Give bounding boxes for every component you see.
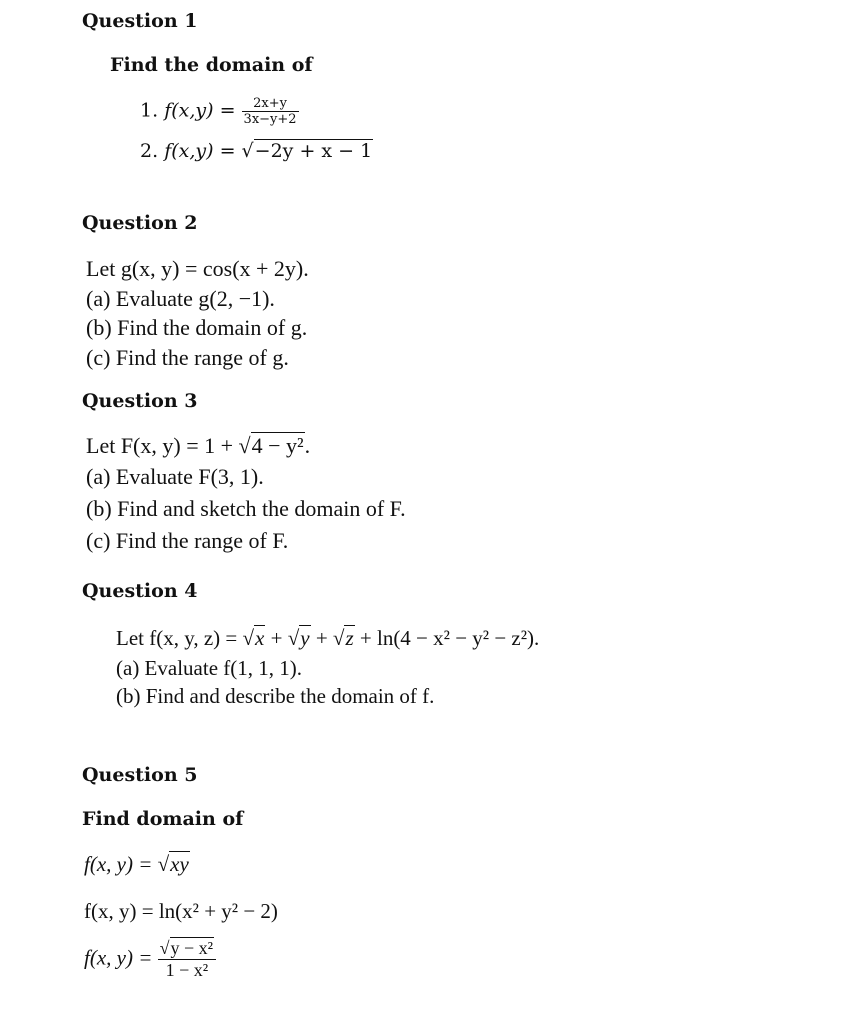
item-lhs: f(x,y) = — [164, 140, 236, 162]
radicand: xy — [170, 852, 189, 876]
radicand: y − x² — [170, 938, 214, 958]
function-lhs: f(x, y) = — [84, 945, 153, 970]
q1-item-1 — [140, 96, 299, 127]
fraction-numerator: 2x+y — [253, 96, 287, 111]
q5-function-1 — [84, 852, 190, 877]
fraction — [242, 96, 299, 127]
q5-function-2: f(x, y) = ln(x² + y² − 2) — [84, 899, 278, 923]
square-root: √4 − y² — [238, 433, 304, 458]
fraction — [158, 938, 216, 981]
q3-line-a: (a) Evaluate F(3, 1). — [86, 464, 264, 489]
q2-line-a: (a) Evaluate g(2, −1). — [86, 286, 275, 311]
q5-prompt: Find domain of — [82, 808, 244, 830]
radicand: x — [255, 626, 265, 650]
let-suffix: + ln(4 − x² − y² − z²). — [359, 626, 540, 650]
q2-line-b: (b) Find the domain of g. — [86, 315, 308, 340]
fraction-numerator — [158, 938, 216, 959]
item-lhs: f(x,y) = — [164, 99, 236, 122]
function-lhs: f(x, y) = — [84, 852, 153, 876]
q3-heading: Question 3 — [82, 390, 198, 412]
let-prefix: Let f(x, y, z) = — [116, 626, 238, 650]
item-number: 2. — [140, 140, 159, 162]
square-root-z: √z — [332, 626, 354, 650]
q2-heading: Question 2 — [82, 212, 198, 234]
q2-line-c: (c) Find the range of g. — [86, 345, 289, 370]
q3-line-b: (b) Find and sketch the domain of F. — [86, 496, 406, 521]
fraction-denominator: 3x−y+2 — [243, 112, 297, 127]
let-prefix: Let F(x, y) = 1 + — [86, 433, 234, 458]
square-root: √y − x² — [159, 938, 214, 958]
q4-heading: Question 4 — [82, 580, 198, 602]
item-number: 1. — [140, 99, 159, 122]
square-root-y: √y — [287, 626, 310, 650]
radicand: y — [300, 626, 310, 650]
radicand: −2y + x − 1 — [254, 140, 373, 162]
q3-line-c: (c) Find the range of F. — [86, 528, 289, 553]
q5-function-3 — [84, 938, 216, 981]
q1-heading: Question 1 — [82, 10, 198, 32]
q3-line-let — [86, 433, 310, 459]
let-suffix: . — [304, 433, 311, 458]
q4-line-b: (b) Find and describe the domain of f. — [116, 684, 435, 708]
fraction-denominator: 1 − x² — [158, 959, 216, 981]
square-root: √−2y + x − 1 — [241, 140, 373, 162]
q4-line-let: Let f(x, y, z) = √x + √y + √z + ln(4 − x² − y² − z²). — [116, 626, 540, 650]
radicand: 4 − y² — [251, 433, 304, 458]
q5-heading: Question 5 — [82, 764, 198, 786]
radicand: z — [345, 626, 354, 650]
square-root: √xy — [157, 852, 189, 876]
q2-line-let: Let g(x, y) = cos(x + 2y). — [86, 256, 309, 281]
q1-item-2 — [140, 140, 373, 162]
square-root-x: √x — [242, 626, 265, 650]
q4-line-a: (a) Evaluate f(1, 1, 1). — [116, 656, 302, 680]
q1-prompt: Find the domain of — [110, 54, 313, 76]
